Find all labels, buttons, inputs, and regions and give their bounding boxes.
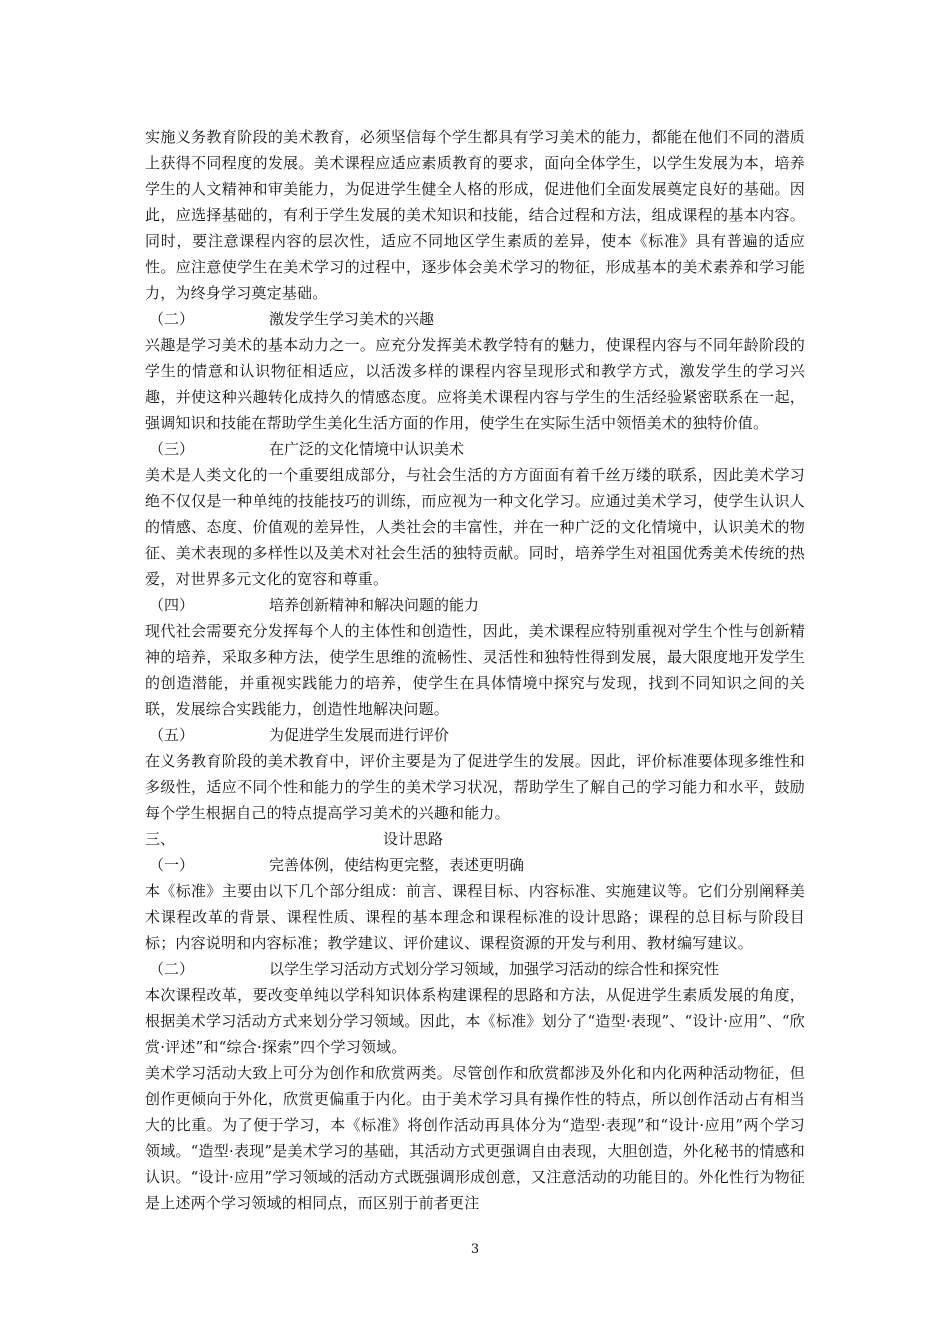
heading-title: 激发学生学习美术的兴趣 bbox=[269, 310, 435, 328]
subsection-heading bbox=[145, 956, 805, 982]
heading-title: 在广泛的文化情境中认识美术 bbox=[269, 440, 465, 458]
heading-title: 为促进学生发展而进行评价 bbox=[269, 726, 450, 744]
heading-number: （三） bbox=[149, 440, 195, 458]
heading-title: 完善体例，使结构更完整，表述更明确 bbox=[269, 856, 525, 874]
heading-number: 三、 bbox=[145, 830, 176, 848]
subsection-heading bbox=[145, 306, 805, 332]
body-paragraph: 兴趣是学习美术的基本动力之一。应充分发挥美术教学特有的魅力，使课程内容与不同年龄阶段的学生的情意和认识物征相适应，以活泼多样的课程内容呈现形式和教学方式，激发学生的学习兴趣，并使这种兴趣转化成持久的情感态度。应将美术课程内容与学生的生活经验紧密联系在一起，强调知识和技能在帮助学生美化生活方面的作用，使学生在实际生活中领悟美术的独特价值。 bbox=[145, 336, 805, 432]
body-paragraph: 美术学习活动大致上可分为创作和欣赏两类。尽管创作和欣赏都涉及外化和内化两种活动物征，但创作更倾向于外化，欣赏更偏重于内化。由于美术学习具有操作性的特点，所以创作活动占有相当大的比重。为了便于学习，本《标准》将创作活动再具体分为“造型·表现”和“设计·应用”两个学习领域。“造型·表现”是美术学习的基础，其活动方式更强调自由表现，大胆创造，外化秘书的情感和认识。“设计·应用”学习领域的活动方式既强调形成创意，又注意活动的功能目的。外化性行为物征是上述两个学习领域的相同点，而区别于前者更注 bbox=[145, 1064, 805, 1212]
page-number: 3 bbox=[470, 1242, 480, 1257]
body-paragraph: 美术是人类文化的一个重要组成部分，与社会生活的方方面面有着千丝万缕的联系，因此美术学习绝不仅仅是一种单纯的技能技巧的训练，而应视为一种文化学习。应通过美术学习，使学生认识人的情感、态度、价值观的差异性，人类社会的丰富性，并在一种广泛的文化情境中，认识美术的物征、美术表现的多样性以及美术对社会生活的独特贡献。同时，培养学生对祖国优秀美术传统的热爱，对世界多元文化的宽容和尊重。 bbox=[145, 466, 805, 588]
heading-number: （一） bbox=[149, 856, 195, 874]
subsection-heading bbox=[145, 436, 805, 462]
heading-number: （二） bbox=[149, 310, 195, 328]
body-paragraph: 本次课程改革，要改变单纯以学科知识体系构建课程的思路和方法，从促进学生素质发展的角度，根据美术学习活动方式来划分学习领域。因此，本《标准》划分了“造型·表现”、“设计·应用”、“欣赏·评述”和“综合·探索”四个学习领域。 bbox=[145, 986, 805, 1056]
subsection-heading bbox=[145, 722, 805, 748]
body-paragraph: 实施义务教育阶段的美术教育，必须坚信每个学生都具有学习美术的能力，都能在他们不同的潜质上获得不同程度的发展。美术课程应适应素质教育的要求，面向全体学生，以学生发展为本，培养学生的人文精神和审美能力，为促进学生健全人格的形成，促进他们全面发展奠定良好的基础。因此，应选择基础的，有利于学生发展的美术知识和技能，结合过程和方法，组成课程的基本内容。同时，要注意课程内容的层次性，适应不同地区学生素质的差异，使本《标准》具有普遍的适应性。应注意使学生在美术学习的过程中，逐步体会美术学习的物征，形成基本的美术素养和学习能力，为终身学习奠定基础。 bbox=[145, 128, 805, 302]
body-paragraph: 现代社会需要充分发挥每个人的主体性和创造性，因此，美术课程应特别重视对学生个性与创新精神的培养，采取多种方法，使学生思维的流畅性、灵活性和独特性得到发展，最大限度地开发学生的创造潜能，并重视实践能力的培养，使学生在具体情境中探究与发现，找到不同知识之间的关联，发展综合实践能力，创造性地解决问题。 bbox=[145, 622, 805, 718]
subsection-heading bbox=[145, 852, 805, 878]
heading-title: 以学生学习活动方式划分学习领域，加强学习活动的综合性和探究性 bbox=[269, 960, 720, 978]
body-paragraph: 本《标准》主要由以下几个部分组成：前言、课程目标、内容标准、实施建议等。它们分别阐释美术课程改革的背景、课程性质、课程的基本理念和课程标准的设计思路；课程的总目标与阶段目标；内容说明和内容标准；教学建议、评价建议、课程资源的开发与利用、教材编写建议。 bbox=[145, 882, 805, 952]
section-heading bbox=[145, 826, 805, 852]
heading-number: （五） bbox=[149, 726, 195, 744]
body-paragraph: 在义务教育阶段的美术教育中，评价主要是为了促进学生的发展。因此，评价标准要体现多维性和多级性，适应不同个性和能力的学生的美术学习状况，帮助学生了解自己的学习能力和水平，鼓励每个学生根据自己的特点提高学习美术的兴趣和能力。 bbox=[145, 752, 805, 822]
heading-title: 培养创新精神和解决问题的能力 bbox=[269, 596, 480, 614]
heading-title: 设计思路 bbox=[383, 830, 444, 848]
heading-number: （二） bbox=[149, 960, 195, 978]
subsection-heading bbox=[145, 592, 805, 618]
document-body bbox=[145, 124, 805, 1216]
heading-number: （四） bbox=[149, 596, 195, 614]
